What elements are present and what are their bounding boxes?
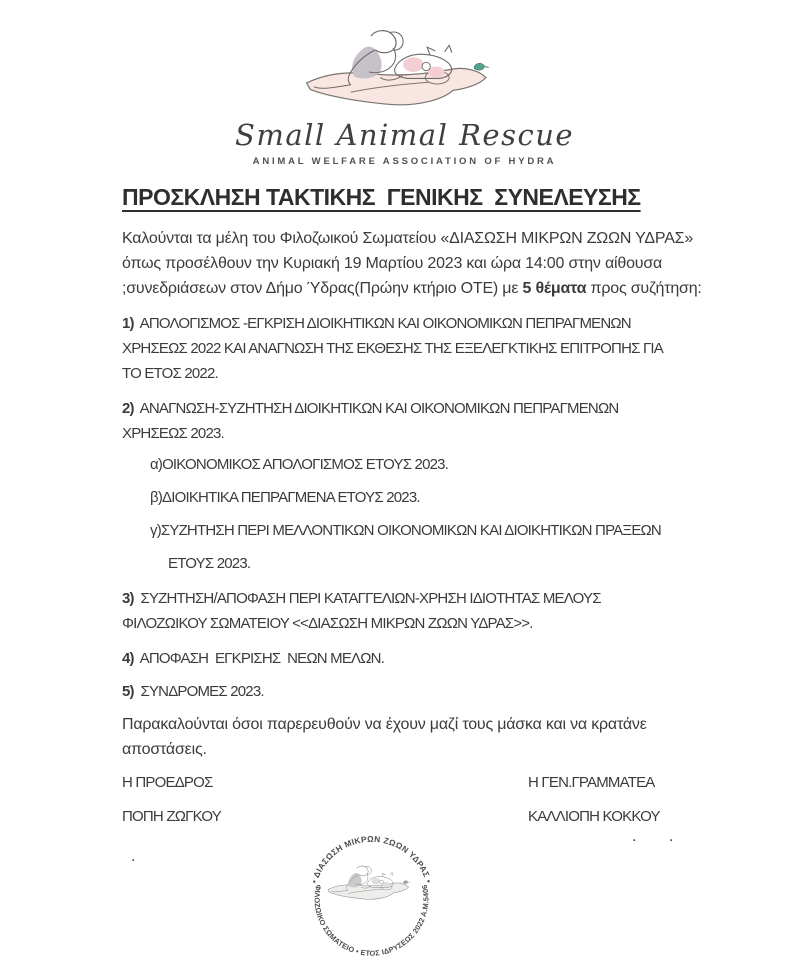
agenda-item-2 (122, 396, 719, 446)
president-role: Η ΠΡΟΕΔΡΟΣ (122, 774, 213, 791)
logo (0, 0, 809, 168)
stamp-center-art-icon (328, 866, 410, 899)
agenda-number: 5) (122, 683, 134, 700)
secretary-role: Η ΓΕΝ.ΓΡΑΜΜΑΤΕΑ (528, 774, 655, 791)
closing-line: αποστάσεις. (122, 741, 207, 758)
page-title: ΠΡΟΣΚΛΗΣΗ ΤΑΚΤΙΚΗΣ ΓΕΝΙΚΗΣ ΣΥΝΕΛΕΥΣΗΣ (122, 184, 641, 210)
brand-name: Small Animal Rescue (234, 118, 575, 152)
agenda-subitem-c (122, 518, 719, 576)
topics-count-bold: 5 θέματα (522, 280, 587, 297)
agenda-number: 1) (122, 315, 134, 332)
agenda-text: ΑΠΟΛΟΓΙΣΜΟΣ -ΕΓΚΡΙΣΗ ΔΙΟΙΚΗΤΙΚΩΝ ΚΑΙ ΟΙΚΟΝΟΜΙΚΩΝ ΠΕΠΡΑΓΜΕΝΩΝ (133, 315, 631, 332)
agenda-item-4 (122, 646, 719, 671)
agenda-line (122, 646, 719, 671)
agenda-line: ΦΙΛΟΖΩΙΚΟΥ ΣΩΜΑΤΕΙΟΥ <<ΔΙΑΣΩΣΗ ΜΙΚΡΩΝ ΖΩΩΝ ΥΔΡΑΣ>>. (122, 615, 533, 632)
agenda-number: 2) (122, 400, 134, 417)
agenda-number: 3) (122, 590, 134, 607)
intro-line: όπως προσέλθουν την Κυριακή 19 Μαρτίου 2023 και ώρα 14:00 στην αίθουσα (122, 255, 663, 272)
stamp-seal-icon (298, 827, 445, 960)
brand-tagline: ANIMAL WELFARE ASSOCIATION OF HYDRA (252, 156, 557, 167)
svg-text:• ΔΙΑΣΩΣΗ ΜΙΚΡΩΝ ΖΩΩΝ ΥΔΡΑΣ • (310, 835, 433, 885)
signature-roles-row (122, 770, 719, 795)
agenda-line: ΧΡΗΣΕΩΣ 2023. (122, 425, 224, 442)
agenda-text: ΣΥΖΗΤΗΣΗ/ΑΠΟΦΑΣΗ ΠΕΡΙ ΚΑΤΑΓΓΕΛΙΩΝ-ΧΡΗΣΗ ΙΔΙΟΤΗΤΑΣ ΜΕΛΟΥΣ (133, 590, 601, 607)
agenda-line: γ)ΣΥΖΗΤΗΣΗ ΠΕΡΙ ΜΕΛΛΟΝΤΙΚΩΝ ΟΙΚΟΝΟΜΙΚΩΝ ΚΑΙ ΔΙΟΙΚΗΤΙΚΩΝ ΠΡΑΞΕΩΝ (150, 522, 661, 539)
agenda-line (122, 586, 719, 611)
document-body (0, 182, 809, 960)
closing-line: Παρακαλούνται όσοι παρερευθούν να έχουν μαζί τους μάσκα και να κρατάνε (122, 716, 647, 733)
agenda-line: ΕΤΟΥΣ 2023. (168, 555, 251, 572)
intro-line: Καλούνται τα μέλη του Φιλοζωικού Σωματείου «ΔΙΑΣΩΣΗ ΜΙΚΡΩΝ ΖΩΩΝ ΥΔΡΑΣ» (122, 230, 694, 247)
agenda-text: ΣΥΝΔΡΟΜΕΣ 2023. (133, 683, 264, 700)
agenda-number: 4) (122, 650, 134, 667)
agenda-text: ΑΝΑΓΝΩΣΗ-ΣΥΖΗΤΗΣΗ ΔΙΟΙΚΗΤΙΚΩΝ ΚΑΙ ΟΙΚΟΝΟΜΙΚΩΝ ΠΕΠΡΑΓΜΕΝΩΝ (133, 400, 619, 417)
intro-line (122, 276, 719, 301)
agenda-line: ΧΡΗΣΕΩΣ 2022 ΚΑΙ ΑΝΑΓΝΩΣΗ ΤΗΣ ΕΚΘΕΣΗΣ ΤΗΣ ΕΞΕΛΕΓΚΤΙΚΗΣ ΕΠΙΤΡΟΠΗΣ ΓΙΑ (122, 340, 663, 357)
agenda-item-3 (122, 586, 719, 636)
agenda-line (122, 396, 719, 421)
secretary-name: ΚΑΛΛΙΟΠΗ ΚΟΚΚΟΥ (528, 808, 660, 825)
stray-mark: . (632, 828, 637, 845)
intro-paragraph (122, 226, 719, 301)
agenda-subitem-a: α)ΟΙΚΟΝΟΜΙΚΟΣ ΑΠΟΛΟΓΙΣΜΟΣ ΕΤΟΥΣ 2023. (150, 456, 449, 473)
agenda-subitem-b: β)ΔΙΟΙΚΗΤΙΚΑ ΠΕΠΡΑΓΜΕΝΑ ΕΤΟΥΣ 2023. (150, 489, 420, 506)
agenda-line: ΤΟ ΕΤΟΣ 2022. (122, 365, 218, 382)
agenda-line (122, 679, 719, 704)
intro-line-part: προς συζήτηση: (586, 280, 702, 297)
agenda-text: ΑΠΟΦΑΣΗ ΕΓΚΡΙΣΗΣ ΝΕΩΝ ΜΕΛΩΝ. (133, 650, 385, 667)
closing-note (122, 712, 719, 762)
stray-mark: . (669, 828, 674, 845)
stamp-bottom-text: ΦΙΛΟΖΩΙΚΟ ΣΩΜΑΤΕΙΟ • ΕΤΟΣ ΙΔΡΥΣΕΩΣ 2022 Α.Μ.5406 (312, 883, 431, 958)
intro-line-part: ;συνεδριάσεων στον Δήμο Ύδρας(Πρώην κτήριο ΟΤΕ) με (122, 280, 523, 297)
signature-names-row (122, 804, 719, 829)
agenda-item-1 (122, 311, 719, 386)
stray-mark: . (131, 848, 136, 865)
agenda-item-5 (122, 679, 719, 704)
agenda-line (122, 311, 719, 336)
stamp-top-text: • ΔΙΑΣΩΣΗ ΜΙΚΡΩΝ ΖΩΩΝ ΥΔΡΑΣ • (309, 834, 434, 885)
president-name: ΠΟΠΗ ΖΩΓΚΟΥ (122, 808, 221, 825)
association-stamp (298, 827, 448, 960)
hand-pets-logo-icon (294, 26, 516, 118)
